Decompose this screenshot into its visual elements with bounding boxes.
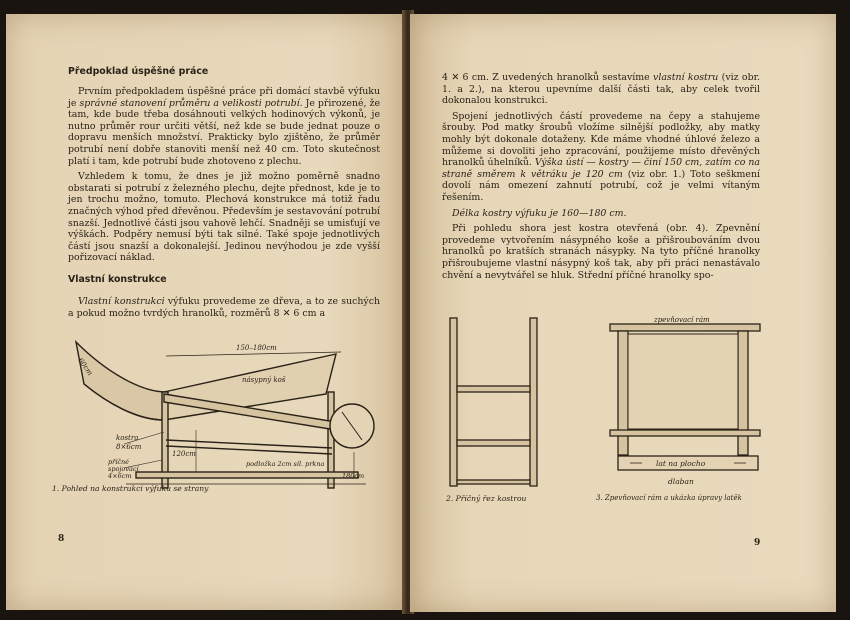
- left-text-block-1: [68, 86, 380, 268]
- left-paragraph-3: [68, 296, 380, 319]
- rpara2-b: Výška ústí — kostry — činí 150 cm, zatím co na straně směrem k větráku je 120 cm: [442, 157, 760, 180]
- right-paragraph-2: [442, 111, 760, 204]
- rpara1-c: (viz obr. 1. a 2.), na kterou upevníme další části tak, aby celek tvořil dokonalou konstrukci.: [442, 72, 760, 107]
- frame-label-1: kostra: [116, 434, 139, 442]
- figure-1-caption: 1. Pohled na konstrukci výfuku se strany: [52, 484, 209, 493]
- figure-2-caption: 2. Příčný řez kostrou: [446, 494, 527, 503]
- page-number-left: 8: [58, 534, 65, 544]
- frame-label-2: 8×6cm: [116, 443, 142, 451]
- para1-part-a: Prvním předpokladem úspěšné práce při domácí stavbě výfuku je: [68, 86, 380, 109]
- right-text-block: [442, 72, 760, 285]
- frame-bottom-label-2: dlaban: [668, 477, 694, 486]
- left-page: [6, 14, 406, 610]
- figure-cross-section: [442, 312, 552, 492]
- rpara2-a: Spojení jednotlivých částí provedeme na čepy a stahujeme šrouby. Pod matky šroubů vložíme silnější podložky, aby matky mohly být dokonale dotaženy. Kde máme vhodné úhlové železo a můžeme si dovoliti jeho zpracování, použijeme místo dřevěných hranolků úhelníků.: [442, 110, 760, 169]
- left-paragraph-2: Vzhledem k tomu, že dnes je již možno poměrně snadno obstarati si potrubí z železného plechu, dejte přednost, kde je to jen trochu možno, tomuto. Plechová konstrukce má totiž řadu značných výhod před dřevěnou. Především je sestavování potrubí snazší. Jednotlivé části jsou vahově lehčí. Snadněji se umisťují ve výškách. Podpěry nemusí býti tak silné. Také spoje jednotlivých částí jsou snazší a dokonalejší. Jedinou nevýhodou je zde vyšší pořizovací náklad.: [68, 171, 380, 264]
- figure-3-caption: 3. Zpevňovací rám a ukázka úpravy latěk: [596, 494, 742, 502]
- para1-part-c: Je přirozené, že tam, kde bude třeba dosáhnouti velkých hodinových výkonů, je nutno průměr rour určiti větší, než kde se bude jednat pouze o dopravu menších množství. Prakticky bylo zjištěno, že průměr potrubí není dobře stanoviti menší než 40 cm. Toto skutečnost platí i tam, kde potrubí bude zhotoveno z plechu.: [68, 97, 380, 167]
- base-label: 180cm: [342, 472, 365, 480]
- board-label: podložka 2cm síl. prkna: [246, 460, 325, 468]
- right-page: [410, 14, 836, 612]
- left-paragraph-1: [68, 86, 380, 167]
- frame-top-label: zpevňovací rám: [654, 316, 710, 324]
- cross-label-1: příčné: [108, 458, 130, 466]
- page-number-right: 9: [754, 538, 761, 548]
- cross-label-2: spojovací: [108, 465, 139, 473]
- dim-mouth-label: 60cm: [76, 356, 95, 378]
- right-paragraph-3: Délka kostry výfuku je 160—180 cm.: [452, 207, 627, 219]
- dim-top-label: 150–180cm: [236, 344, 277, 352]
- right-paragraph-4: Při pohledu shora jest kostra otevřená (obr. 4). Zpevnění provedeme vytvořením násypného koše a přišroubováním dvou hranolků po kratších stranách násypky. Na tyto příčné hranolky přišroubujeme vlastní násypný koš tak, aby při práci nenastávalo chvění a nevytvářel se hluk. Střední příčné hranolky spo-: [442, 223, 760, 281]
- bin-label: násypný koš: [242, 376, 286, 384]
- para1-part-b: správné stanovení průměru a velikosti potrubí.: [79, 97, 303, 109]
- figure-side-view: [46, 332, 376, 492]
- rpara2-c: (viz obr. 1.) Toto seškmení dovolí nám omezení zahnutí potrubí, což je velmi vítaným řešením.: [442, 168, 761, 203]
- right-paragraph-1: [442, 72, 760, 107]
- height-label: 120cm: [172, 450, 196, 458]
- para3-part-a: Vlastní konstrukci: [78, 296, 165, 307]
- rpara1-b: vlastní kostru: [653, 72, 719, 83]
- rpara1-a: 4 ✕ 6 cm. Z uvedených hranolků sestavíme: [442, 72, 654, 83]
- heading-predpoklad: Předpoklad úspěšné práce: [68, 66, 209, 77]
- figure-reinforcement-frame: [606, 312, 766, 492]
- heading-vlastni-konstrukce: Vlastní konstrukce: [68, 274, 167, 285]
- left-text-block-2: [68, 296, 380, 323]
- cross-label-3: 4×6cm: [108, 472, 132, 480]
- para3-part-b: výfuku provedeme ze dřeva, a to ze suchých a pokud možno tvrdých hranolků, rozměrů 8 ✕ 6 cm a: [68, 296, 381, 319]
- frame-bottom-label-1: lat na plocho: [656, 459, 706, 468]
